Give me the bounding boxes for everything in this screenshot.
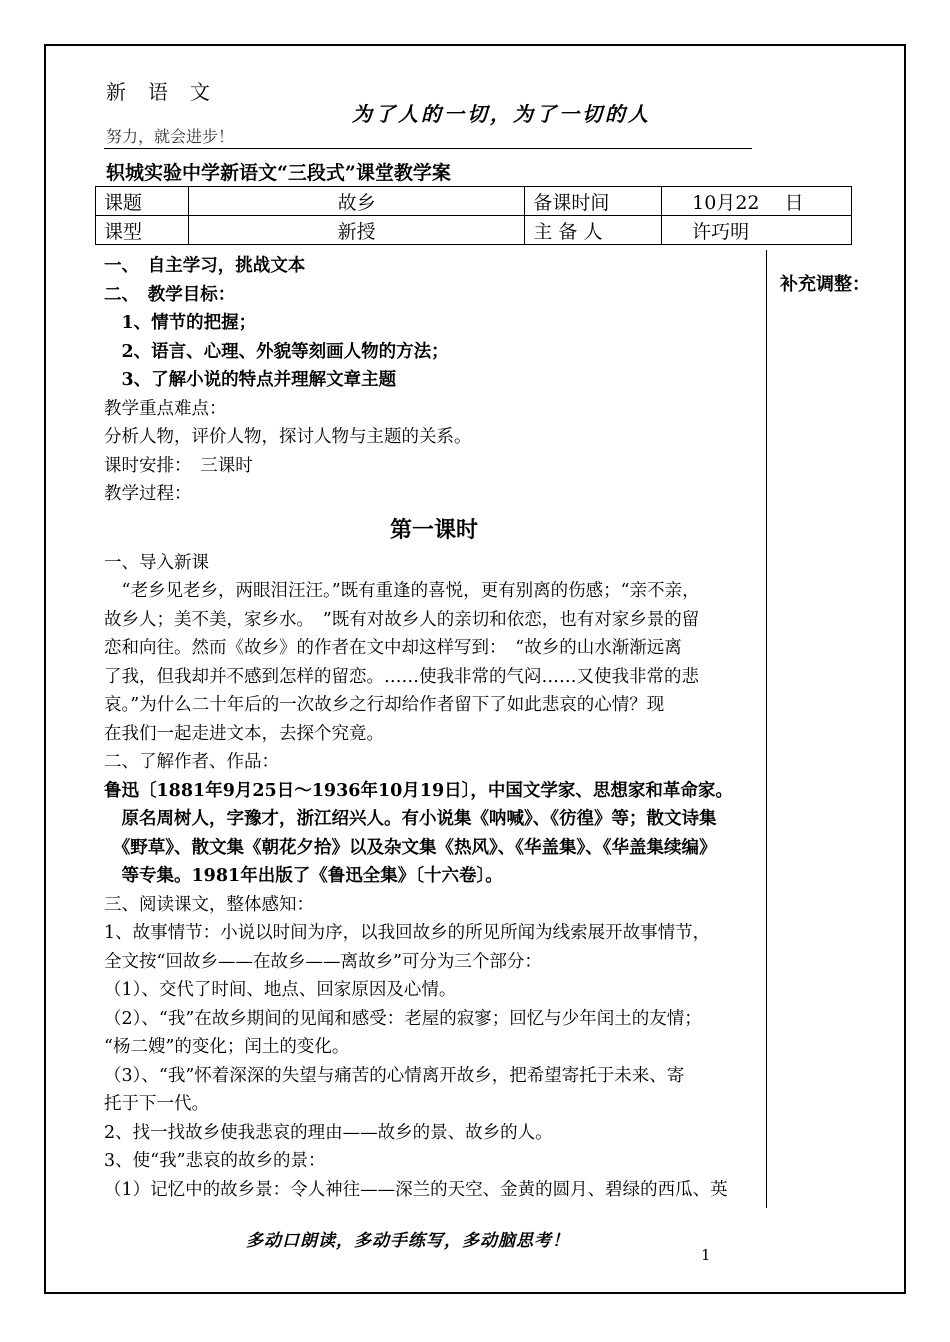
text-line: 2、找一找故乡使我悲哀的理由——故乡的景、故乡的人。 <box>104 1122 553 1143</box>
text-line: 2、语言、心理、外貌等刻画人物的方法； <box>104 341 449 362</box>
table-cell: 故乡 <box>188 187 524 216</box>
text-line: 哀。”为什么二十年后的一次故乡之行却给作者留下了如此悲哀的心情？现 <box>104 695 665 715</box>
text-line: 等专集。1981年出版了《鲁迅全集》〔十六卷〕。 <box>104 866 503 886</box>
header-motto: 为了人的一切，为了一切的人 <box>352 102 651 126</box>
lesson-content <box>104 252 764 1204</box>
header-left-title: 新语文 <box>106 80 232 104</box>
footer-motto: 多动口朗读，多动手练写，多动脑思考！ <box>246 1231 570 1251</box>
side-column-divider <box>766 250 767 1208</box>
text-line: 在我们一起走进文本，去探个究竟。 <box>104 723 384 744</box>
text-line: 3、了解小说的特点并理解文章主题 <box>104 370 397 390</box>
text-line: 分析人物，评价人物，探讨人物与主题的关系。 <box>104 427 472 447</box>
text-line: 课时安排： 三课时 <box>104 455 253 476</box>
document-title: 轵城实验中学新语文“三段式”课堂教学案 <box>106 162 451 184</box>
text-line: （1）记忆中的故乡景：令人神往——深兰的天空、金黄的圆月、碧绿的西瓜、英 <box>104 1179 728 1200</box>
lesson-info-table <box>95 186 852 245</box>
table-cell: 备课时间 <box>525 187 662 216</box>
header-slogan: 努力，就会进步！ <box>106 127 235 146</box>
table-row <box>96 216 852 245</box>
text-line: （1）、交代了时间、地点、回家原因及心情。 <box>104 980 457 1000</box>
table-cell: 许巧明 <box>662 216 852 245</box>
section-title: 第一课时 <box>389 516 478 543</box>
text-line: 教学过程： <box>104 484 192 504</box>
table-cell: 主 备 人 <box>525 216 662 245</box>
table-cell: 新授 <box>188 216 524 245</box>
table-cell: 10月22 日 <box>662 187 852 216</box>
text-line: （2）、“我”在故乡期间的见闻和感受：老屋的寂寥；回忆与少年闰土的友情； <box>104 1008 702 1029</box>
side-notes-label: 补充调整： <box>780 274 870 295</box>
text-line: 二、 教学目标： <box>104 284 236 305</box>
text-line: 了我，但我却并不感到怎样的留恋。……使我非常的气闷……又使我非常的悲 <box>104 666 699 687</box>
text-line: 二、了解作者、作品： <box>104 752 279 772</box>
table-cell: 课题 <box>96 187 189 216</box>
text-line: 原名周树人，字豫才，浙江绍兴人。有小说集《呐喊》、《彷徨》等；散文诗集 <box>104 809 717 829</box>
objectives-block <box>104 252 764 509</box>
text-line: 故乡人；美不美，家乡水。 ”既有对故乡人的亲切和依恋，也有对家乡景的留 <box>104 609 700 630</box>
lesson-body-block <box>104 549 764 1205</box>
text-line: “老乡见老乡，两眼泪汪汪。”既有重逢的喜悦，更有别离的伤感；“亲不亲， <box>104 581 700 601</box>
text-line: 一、导入新课 <box>104 552 209 573</box>
table-row <box>96 187 852 216</box>
text-line: 三、阅读课文，整体感知： <box>104 894 314 915</box>
text-line: 3、使“我”悲哀的故乡的景： <box>104 1151 326 1171</box>
text-line: 一、 自主学习，挑战文本 <box>104 256 306 276</box>
text-line: 1、故事情节：小说以时间为序，以我回故乡的所见所闻为线索展开故事情节， <box>104 923 711 943</box>
text-line: 《野草》、散文集《朝花夕拾》以及杂文集《热风》、《华盖集》、《华盖集续编》 <box>104 837 717 858</box>
text-line: 1、情节的把握； <box>104 313 257 333</box>
page-number: 1 <box>701 1246 711 1264</box>
text-line: 教学重点难点： <box>104 398 227 419</box>
text-line: （3）、“我”怀着深深的失望与痛苦的心情离开故乡，把希望寄托于未来、寄 <box>104 1065 685 1086</box>
text-line: 托于下一代。 <box>104 1094 209 1114</box>
table-cell: 课型 <box>96 216 189 245</box>
text-line: 全文按“回故乡——在故乡——离故乡”可分为三个部分： <box>104 951 542 972</box>
text-line: 鲁迅〔1881年9月25日～1936年10月19日〕，中国文学家、思想家和革命家。 <box>104 780 733 801</box>
text-line: 恋和向往。然而《故乡》的作者在文中却这样写到： “故乡的山水渐渐远离 <box>104 638 682 658</box>
text-line: “杨二嫂”的变化；闰土的变化。 <box>104 1037 350 1057</box>
header-rule <box>104 148 752 149</box>
